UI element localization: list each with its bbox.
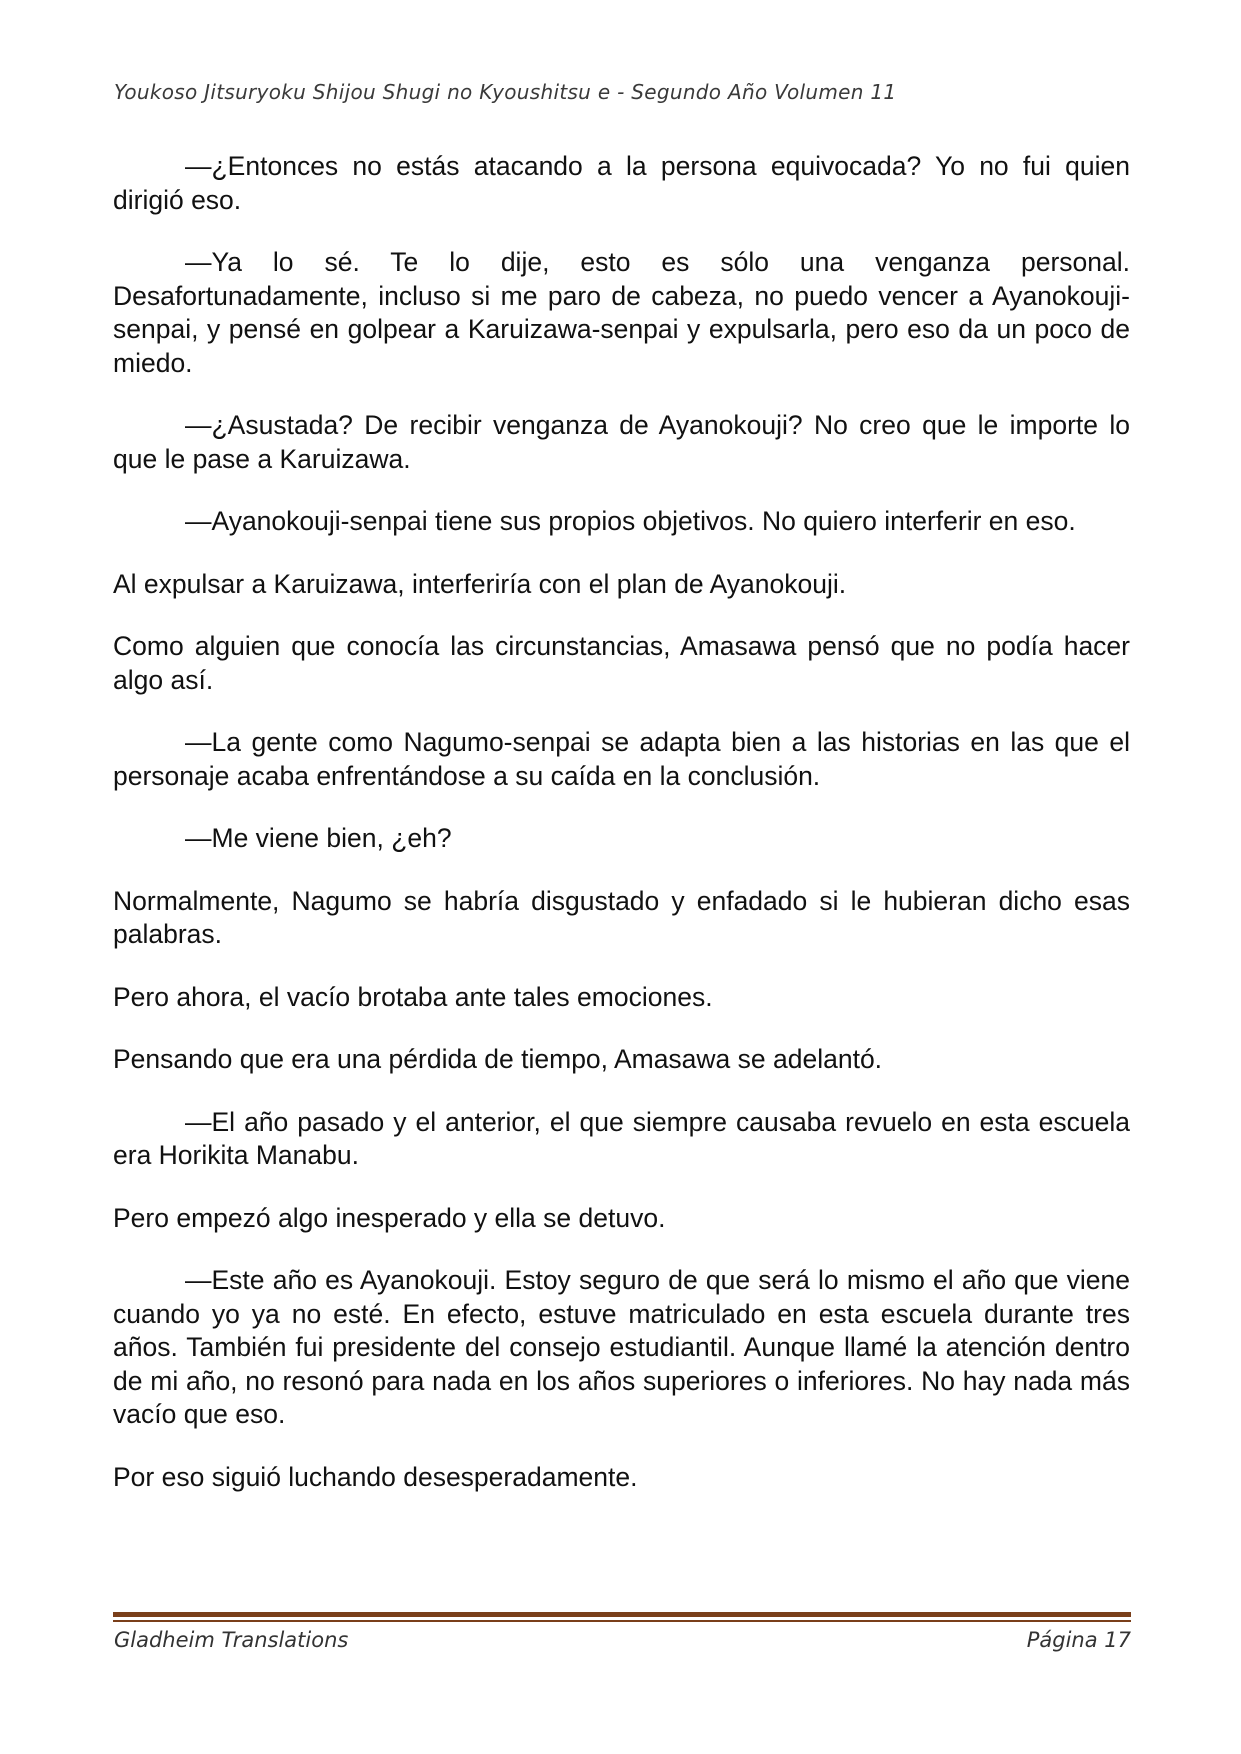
running-header: Youkoso Jitsuryoku Shijou Shugi no Kyoushitsu e - Segundo Año Volumen 11 xyxy=(114,80,897,104)
paragraph: —Este año es Ayanokouji. Estoy seguro de que será lo mismo el año que viene cuando yo ya no esté. En efecto, estuve matriculado en esta escuela durante tres años. También fui presidente del consejo estudiantil. Aunque llamé la atención dentro de mi año, no resonó para nada en los años superiores o inferiores. No hay nada más vacío que eso. xyxy=(113,1265,1130,1429)
paragraph: Pero empezó algo inesperado y ella se detuvo. xyxy=(113,1202,666,1233)
paragraph: —El año pasado y el anterior, el que siempre causaba revuelo en esta escuela era Horikita Manabu. xyxy=(113,1106,1130,1170)
footer-divider-thin xyxy=(113,1620,1131,1622)
paragraph: —Ayanokouji-senpai tiene sus propios objetivos. No quiero interferir en eso. xyxy=(185,506,1076,536)
paragraph: Por eso siguió luchando desesperadamente. xyxy=(113,1461,638,1492)
footer-divider-thick xyxy=(113,1612,1131,1617)
paragraph: Al expulsar a Karuizawa, interferiría con el plan de Ayanokouji. xyxy=(113,568,847,599)
paragraph: —¿Asustada? De recibir venganza de Ayanokouji? No creo que le importe lo que le pase a Karuizawa. xyxy=(113,410,1130,474)
paragraph: —La gente como Nagumo-senpai se adapta bien a las historias en las que el personaje acaba enfrentándose a su caída en la conclusión. xyxy=(113,727,1130,791)
footer-credit: Gladheim Translations xyxy=(114,1628,349,1652)
page-number: Página 17 xyxy=(1026,1628,1131,1652)
paragraph: Como alguien que conocía las circunstancias, Amasawa pensó que no podía hacer algo así. xyxy=(113,631,1130,695)
paragraph: Normalmente, Nagumo se habría disgustado y enfadado si le hubieran dicho esas palabras. xyxy=(113,885,1130,949)
paragraph: Pensando que era una pérdida de tiempo, Amasawa se adelantó. xyxy=(113,1044,883,1074)
paragraph: —Ya lo sé. Te lo dije, esto es sólo una venganza personal. Desafortunadamente, incluso si me paro de cabeza, no puedo vencer a Ayanokouji-senpai, y pensé en golpear a Karuizawa-senpai y expulsarla, pero eso da un poco de miedo. xyxy=(113,247,1130,378)
paragraph: Pero ahora, el vacío brotaba ante tales emociones. xyxy=(113,981,713,1012)
body-text xyxy=(113,150,1130,1494)
paragraph: —¿Entonces no estás atacando a la persona equivocada? Yo no fui quien dirigió eso. xyxy=(113,151,1130,215)
paragraph: —Me viene bien, ¿eh? xyxy=(185,823,452,853)
